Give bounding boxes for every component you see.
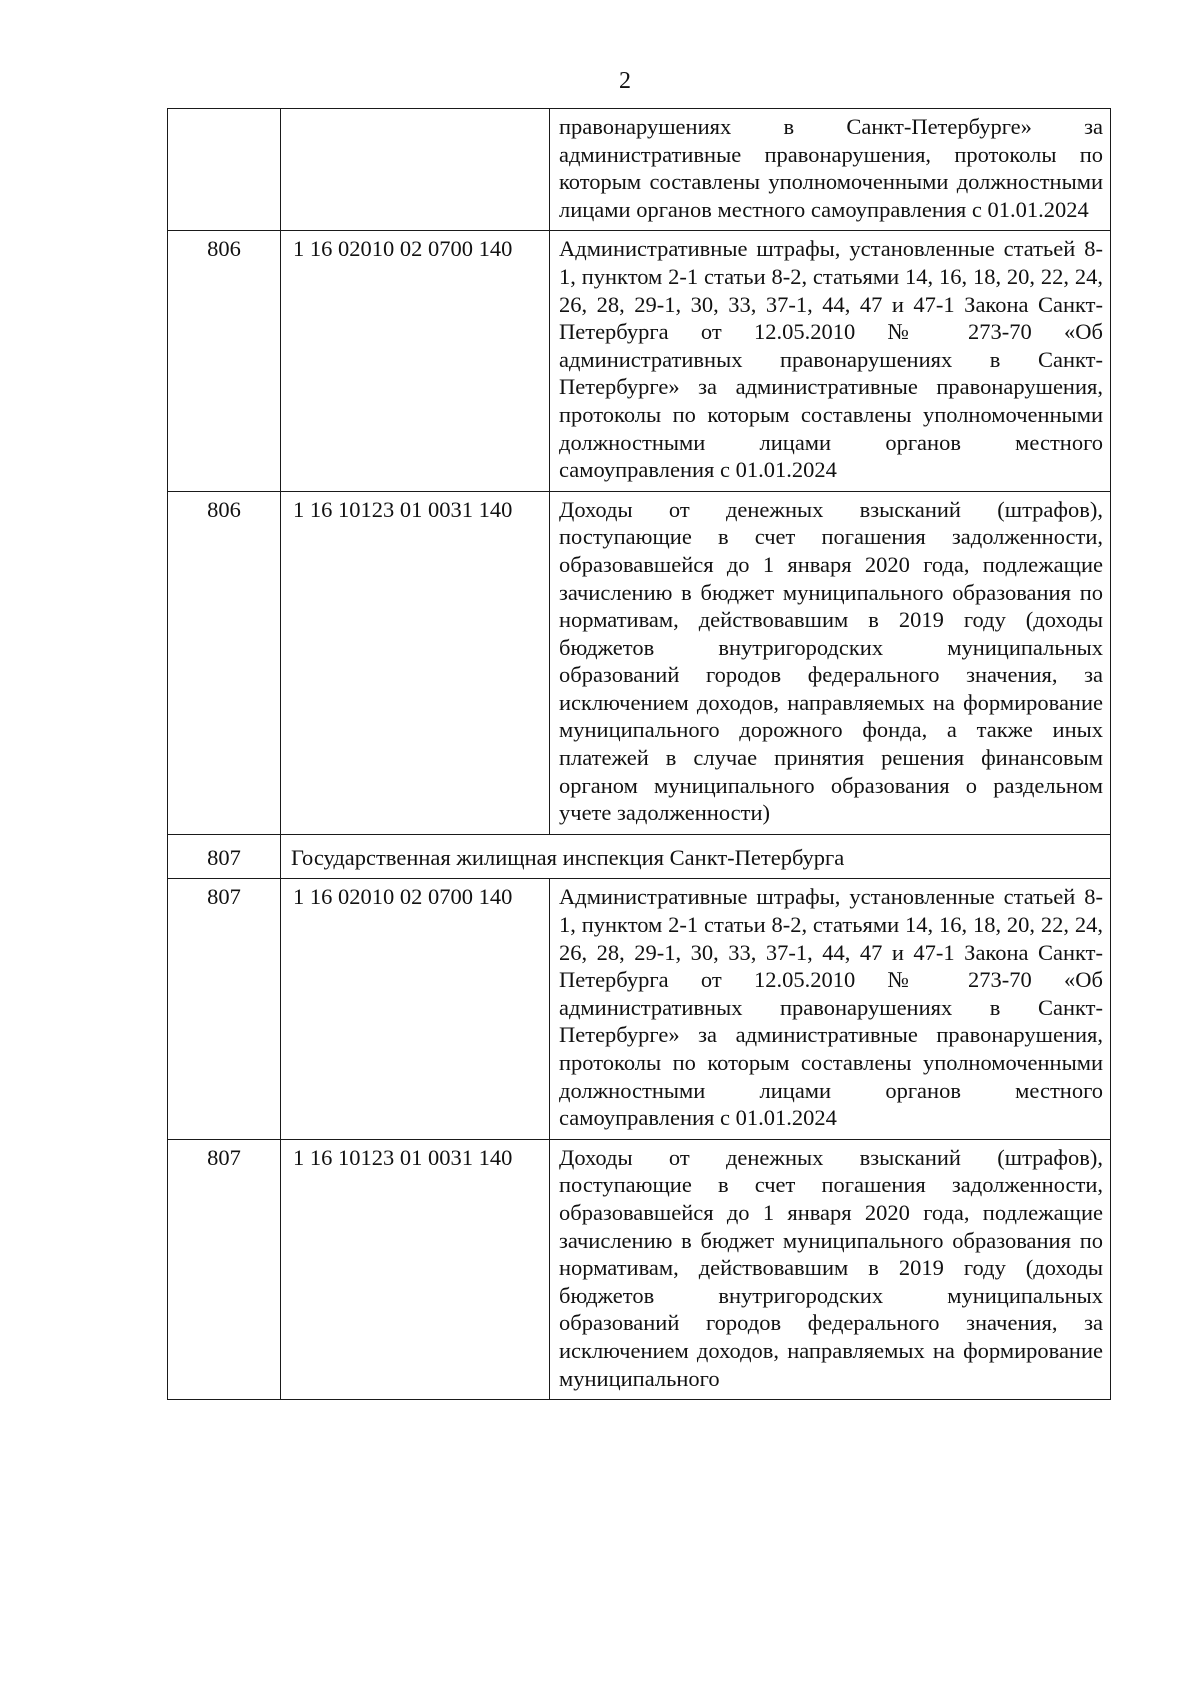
- admin-code-cell: 807: [168, 1139, 281, 1399]
- revenue-name-cell: Доходы от денежных взысканий (штрафов), поступающие в счет погашения задолженности, образовавшейся до 1 января 2020 года, подлежащие зачислению в бюджет муниципального образования по нормативам, действовавшим в 2019 году (доходы бюджетов внутригородских муниципальных образований городов федерального значения, за исключением доходов, направляемых на формирование муниципального дорожного фонда, а также иных платежей в случае принятия решения финансовым органом муниципального образования о раздельном учете задолженности): [550, 491, 1111, 834]
- budget-revenue-table: [167, 108, 1111, 1400]
- revenue-code-cell: 1 16 10123 01 0031 140: [281, 1139, 550, 1399]
- table-row: [168, 231, 1111, 491]
- admin-code-cell: 806: [168, 231, 281, 491]
- table-row: [168, 491, 1111, 834]
- admin-code-cell: 806: [168, 491, 281, 834]
- admin-code-cell: [168, 109, 281, 231]
- page-number: 2: [619, 68, 631, 94]
- revenue-code-cell: 1 16 10123 01 0031 140: [281, 491, 550, 834]
- table-row: [168, 109, 1111, 231]
- revenue-code-cell: 1 16 02010 02 0700 140: [281, 231, 550, 491]
- admin-code-cell: 807: [168, 879, 281, 1139]
- revenue-name-cell: правонарушениях в Санкт-Петербурге» за административные правонарушения, протоколы по которым составлены уполномоченными должностными лицами органов местного самоуправления с 01.01.2024: [550, 109, 1111, 231]
- administrator-header-row: [168, 834, 1111, 879]
- revenue-name-cell: Административные штрафы, установленные статьей 8-1, пунктом 2-1 статьи 8-2, статьями 14, 16, 18, 20, 22, 24, 26, 28, 29-1, 30, 33, 37-1, 44, 47 и 47-1 Закона Санкт-Петербурга от 12.05.2010 № 273-70 «Об административных правонарушениях в Санкт-Петербурге» за административные правонарушения, протоколы по которым составлены уполномоченными должностными лицами органов местного самоуправления с 01.01.2024: [550, 879, 1111, 1139]
- admin-code-cell: 807: [168, 834, 281, 879]
- table-row: [168, 879, 1111, 1139]
- revenue-name-cell: Доходы от денежных взысканий (штрафов), поступающие в счет погашения задолженности, образовавшейся до 1 января 2020 года, подлежащие зачислению в бюджет муниципального образования по нормативам, действовавшим в 2019 году (доходы бюджетов внутригородских муниципальных образований городов федерального значения, за исключением доходов, направляемых на формирование муниципального: [550, 1139, 1111, 1399]
- revenue-code-cell: [281, 109, 550, 231]
- revenue-code-cell: 1 16 02010 02 0700 140: [281, 879, 550, 1139]
- table-row: [168, 1139, 1111, 1399]
- revenue-name-cell: Административные штрафы, установленные статьей 8-1, пунктом 2-1 статьи 8-2, статьями 14, 16, 18, 20, 22, 24, 26, 28, 29-1, 30, 33, 37-1, 44, 47 и 47-1 Закона Санкт-Петербурга от 12.05.2010 № 273-70 «Об административных правонарушениях в Санкт-Петербурге» за административные правонарушения, протоколы по которым составлены уполномоченными должностными лицами органов местного самоуправления с 01.01.2024: [550, 231, 1111, 491]
- administrator-name-cell: Государственная жилищная инспекция Санкт-Петербурга: [281, 834, 1111, 879]
